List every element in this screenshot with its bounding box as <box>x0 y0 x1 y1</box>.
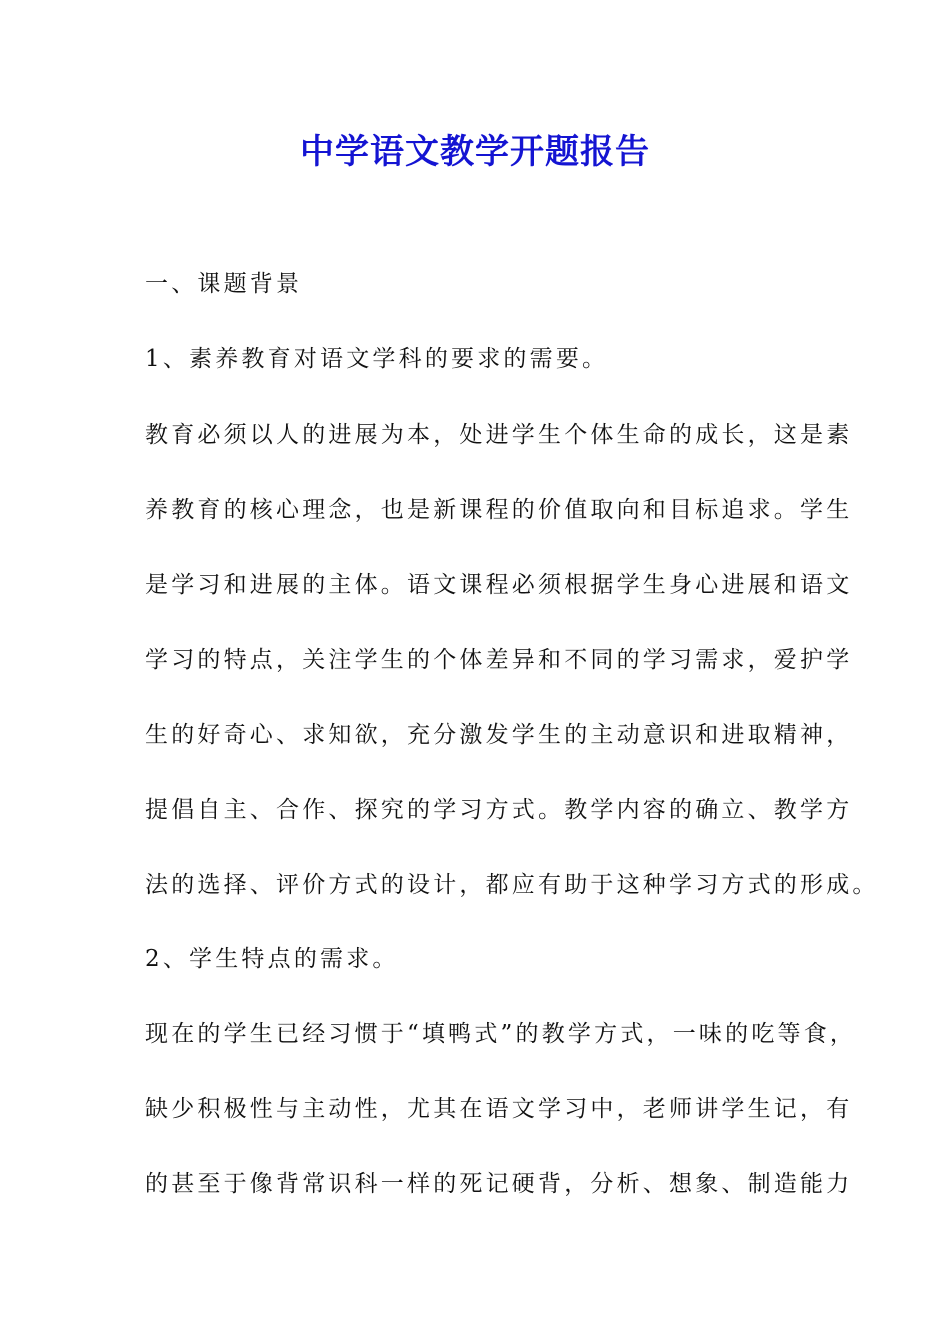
paragraph-line: 学习的特点，关注学生的个体差异和不同的学习需求，爱护学 <box>145 647 853 673</box>
subheading-student-needs: 2、学生特点的需求。 <box>145 946 399 972</box>
paragraph-line: 教育必须以人的进展为本，处进学生个体生命的成长，这是素 <box>145 422 853 448</box>
paragraph-line: 法的选择、评价方式的设计，都应有助于这种学习方式的形成。 <box>145 872 879 898</box>
paragraph-line: 养教育的核心理念，也是新课程的价值取向和目标追求。学生 <box>145 497 853 523</box>
paragraph-line: 是学习和进展的主体。语文课程必须根据学生身心进展和语文 <box>145 572 853 598</box>
document-title: 中学语文教学开题报告 <box>300 132 650 172</box>
paragraph-line: 缺少积极性与主动性，尤其在语文学习中，老师讲学生记，有 <box>145 1096 853 1122</box>
paragraph-line: 的甚至于像背常识科一样的死记硬背，分析、想象、制造能力 <box>145 1171 853 1197</box>
paragraph-line: 生的好奇心、求知欲，充分激发学生的主动意识和进取精神， <box>145 722 853 748</box>
paragraph-line: 现在的学生已经习惯于“填鸭式”的教学方式，一味的吃等食， <box>145 1021 857 1047</box>
section-heading-background: 一、课题背景 <box>145 271 303 297</box>
subheading-literacy-requirement: 1、素养教育对语文学科的要求的需要。 <box>145 346 609 372</box>
paragraph-line: 提倡自主、合作、探究的学习方式。教学内容的确立、教学方 <box>145 797 853 823</box>
